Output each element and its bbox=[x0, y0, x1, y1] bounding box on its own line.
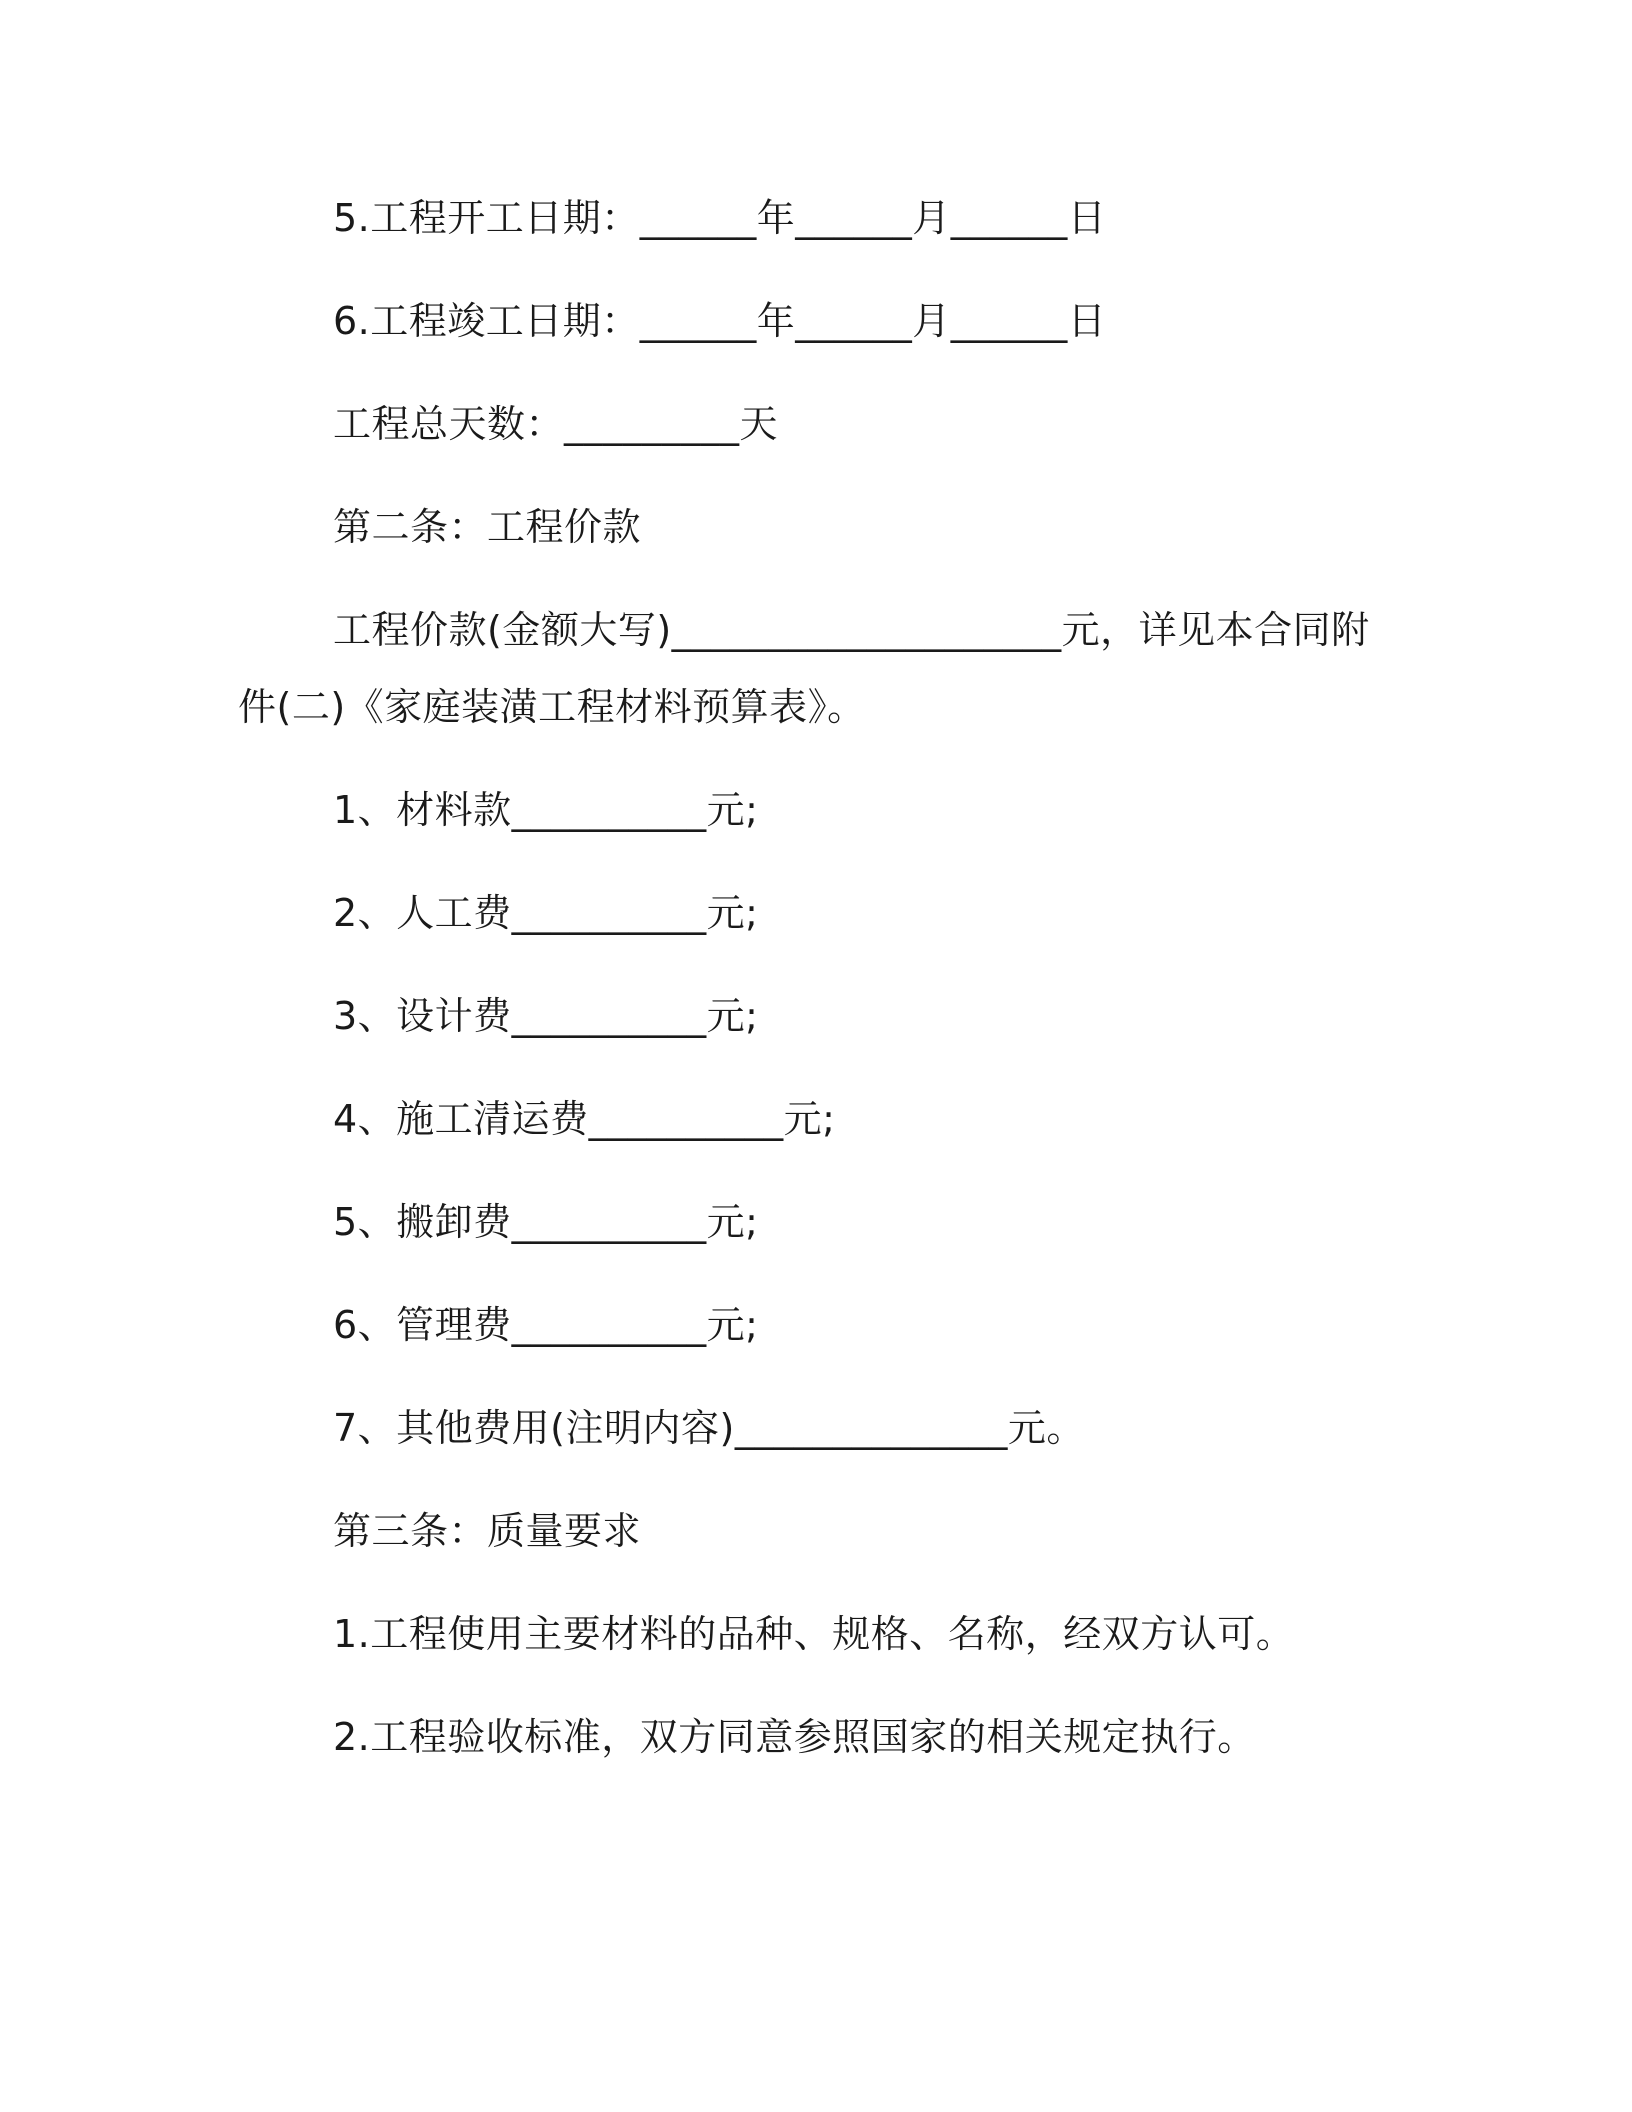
price-amount-continuation: 件(二)《家庭装潢工程材料预算表》。 bbox=[238, 685, 866, 729]
quality-item-2: 2.工程验收标准，双方同意参照国家的相关规定执行。 bbox=[333, 1715, 1256, 1759]
other-fee-line: 7、其他费用(注明内容)______________元。 bbox=[333, 1406, 1085, 1450]
price-amount-line: 工程价款(金额大写)____________________元，详见本合同附 bbox=[333, 608, 1370, 652]
labor-fee-line: 2、人工费__________元; bbox=[333, 891, 759, 935]
design-fee-line: 3、设计费__________元; bbox=[333, 994, 759, 1038]
total-days-line: 工程总天数：_________天 bbox=[333, 402, 779, 446]
quality-item-1: 1.工程使用主要材料的品种、规格、名称，经双方认可。 bbox=[333, 1612, 1295, 1656]
management-fee-line: 6、管理费__________元; bbox=[333, 1303, 759, 1347]
article-3-heading: 第三条：质量要求 bbox=[333, 1509, 642, 1553]
completion-date-line: 6.工程竣工日期：______年______月______日 bbox=[333, 299, 1107, 343]
article-2-heading: 第二条：工程价款 bbox=[333, 505, 642, 549]
material-fee-line: 1、材料款__________元; bbox=[333, 788, 759, 832]
cleanup-fee-line: 4、施工清运费__________元; bbox=[333, 1097, 836, 1141]
moving-fee-line: 5、搬卸费__________元; bbox=[333, 1200, 759, 1244]
start-date-line: 5.工程开工日期：______年______月______日 bbox=[333, 196, 1107, 240]
